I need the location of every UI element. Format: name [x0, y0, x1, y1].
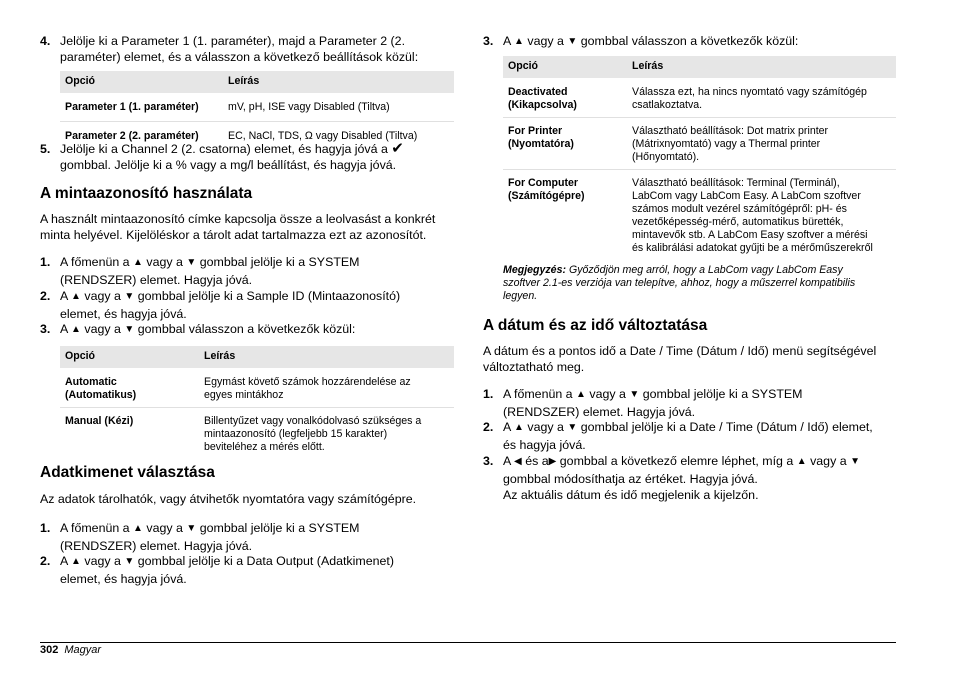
- cell-line: Egymást követő számok hozzárendelése az: [204, 376, 411, 388]
- step-number: 5.: [40, 142, 51, 156]
- table-cell: [627, 170, 896, 261]
- cell-line: For Computer: [508, 177, 579, 189]
- step-number: 2.: [483, 420, 494, 434]
- table-cell: [627, 118, 896, 170]
- step-text: vagy a: [810, 454, 847, 468]
- step-number: 1.: [40, 521, 51, 535]
- step-number: 3.: [483, 34, 494, 48]
- cell-line: (Mátrixnyomtató) vagy a Thermal printer: [632, 138, 821, 150]
- step-number: 1.: [40, 255, 51, 269]
- section-intro: [483, 343, 903, 375]
- note: [503, 264, 898, 303]
- down-arrow-icon: ▼: [124, 291, 135, 302]
- step-text: gombbal a következő elemre léphet, míg a: [559, 454, 794, 468]
- step-text: A főmenün a: [60, 521, 130, 535]
- down-arrow-icon: ▼: [124, 556, 135, 567]
- table-header-row: [503, 56, 896, 78]
- section-title: A mintaazonosító használata: [40, 185, 253, 202]
- table-cell: [199, 368, 454, 408]
- table-cell: [503, 78, 627, 118]
- table-row: [503, 170, 896, 261]
- step-text: gombbal válasszon a következők közül:: [137, 322, 356, 336]
- step-text: vagy a: [84, 322, 121, 336]
- table-header: Leírás: [199, 346, 454, 368]
- cell-line: Választható beállítások: Dot matrix printer: [632, 125, 829, 137]
- cell-line: Billentyűzet vagy vonalkódolvasó szükséges a: [204, 415, 422, 427]
- step-text: paraméter) elemet, és a válasszon a következő beállítások közül:: [60, 50, 419, 64]
- step-number: 1.: [483, 387, 494, 401]
- table-cell: [199, 408, 454, 460]
- cell-line: egyes mintákhoz: [204, 389, 284, 401]
- note-text: szoftver 2.1-es verziója van telepítve, ahhoz, hogy a műszerrel kompatibilis: [503, 277, 856, 289]
- section-title: A dátum és az idő változtatása: [483, 317, 708, 334]
- down-arrow-icon: ▼: [629, 389, 640, 400]
- up-arrow-icon: ▲: [133, 257, 143, 268]
- step-number: 4.: [40, 34, 51, 48]
- cell-line: számos modult vezérel számítógépről: pH- és: [632, 203, 847, 215]
- step-text: gombbal. Jelölje ki a % vagy a mg/l beállítást, és hagyja jóvá.: [60, 158, 397, 172]
- step-text: gombbal jelölje ki a SYSTEM: [199, 255, 360, 269]
- table-header: Opció: [60, 71, 223, 93]
- table-header: Opció: [60, 346, 199, 368]
- up-arrow-icon: ▲: [796, 456, 807, 467]
- table-cell: [503, 118, 627, 170]
- page-number: 302: [40, 644, 59, 656]
- cell-line: csatlakoztatva.: [632, 99, 703, 111]
- table-header: Leírás: [627, 56, 896, 78]
- step-text: gombbal jelölje ki a SYSTEM: [199, 521, 360, 535]
- section-title: Adatkimenet választása: [40, 464, 215, 481]
- step-text: elemet, és hagyja jóvá.: [60, 572, 187, 586]
- footer: [40, 643, 101, 657]
- table-cell: Parameter 2 (2. paraméter): [65, 130, 199, 142]
- step-text: A főmenün a: [503, 387, 573, 401]
- step-text: A: [60, 289, 68, 303]
- step-text: vagy a: [527, 34, 564, 48]
- step-text: vagy a: [84, 289, 121, 303]
- table-header-row: [60, 346, 454, 368]
- step-text: és a: [525, 454, 549, 468]
- cell-line: Válassza ezt, ha nincs nyomtató vagy számítógép: [632, 86, 867, 98]
- intro-line: A használt mintaazonosító címke kapcsolja össze a leolvasást a konkrét: [40, 212, 436, 226]
- table-row: [60, 93, 454, 122]
- down-arrow-icon: ▼: [186, 523, 197, 534]
- cell-line: LabCom vagy LabCom Easy. A LabCom szoftver: [632, 190, 861, 202]
- checkmark-icon: ✔: [391, 140, 404, 157]
- step-text: vagy a: [589, 387, 626, 401]
- footer-language: Magyar: [64, 644, 102, 656]
- up-arrow-icon: ▲: [71, 556, 81, 567]
- table-cell: mV, pH, ISE vagy Disabled (Tiltva): [223, 93, 454, 122]
- table-cell: [627, 78, 896, 118]
- cell-line: Választható beállítások: Terminal (Terminál),: [632, 177, 840, 189]
- cell-line: mintaazonosító (legfeljebb 15 karakter): [204, 428, 388, 440]
- down-arrow-icon: ▼: [124, 324, 135, 335]
- step-text: és hagyja jóvá.: [503, 438, 586, 452]
- cell-line: vezetőképesség-mérő, automatikus bürették,: [632, 216, 844, 228]
- step-text: A: [503, 420, 511, 434]
- table-cell: [60, 408, 199, 460]
- step-number: 3.: [483, 454, 494, 468]
- step-text: gombbal jelölje ki a Date / Time (Dátum / Idő) elemet,: [580, 420, 873, 434]
- parameter-table: [60, 71, 454, 148]
- step-text: gombbal jelölje ki a Data Output (Adatkimenet): [137, 554, 394, 568]
- cell-line: (Hőnyomtató).: [632, 151, 700, 163]
- cell-line: (Automatikus): [65, 389, 137, 401]
- table-cell: [503, 170, 627, 261]
- step-text: (RENDSZER) elemet. Hagyja jóvá.: [60, 273, 253, 287]
- step-text: Jelölje ki a Parameter 1 (1. paraméter), majd a Parameter 2 (2.: [60, 34, 406, 48]
- step-text: gombbal jelölje ki a SYSTEM: [642, 387, 803, 401]
- step-text: (RENDSZER) elemet. Hagyja jóvá.: [503, 405, 696, 419]
- cell-line: és kalibrálási adatokat gyűjti be a mérőműszerekről: [632, 242, 873, 254]
- section-intro: Az adatok tárolhatók, vagy átvihetők nyomtatóra vagy számítógépre.: [40, 492, 417, 506]
- step-text: vagy a: [527, 420, 564, 434]
- step-text: A: [60, 322, 68, 336]
- cell-line: Automatic: [65, 376, 117, 388]
- note-label: Megjegyzés:: [503, 264, 566, 276]
- down-arrow-icon: ▼: [567, 422, 578, 433]
- step-text: vagy a: [146, 521, 183, 535]
- cell-line: (Kikapcsolva): [508, 99, 577, 111]
- step-text: gombbal jelölje ki a Sample ID (Mintaazonosító): [137, 289, 401, 303]
- intro-line: változtatható meg.: [483, 360, 585, 374]
- cell-line: mintavevők stb. A LabCom Easy szoftver a mérési: [632, 229, 868, 241]
- table-header: Opció: [503, 56, 627, 78]
- step-text: Az aktuális dátum és idő megjelenik a kijelzőn.: [503, 488, 759, 502]
- table-row: [60, 408, 454, 460]
- note-text: Győződjön meg arról, hogy a LabCom vagy LabCom Easy: [568, 264, 843, 276]
- left-arrow-icon: ◀: [514, 456, 522, 467]
- table-cell: EC, NaCl, TDS, Ω vagy Disabled (Tiltva): [228, 130, 418, 142]
- section-intro: [40, 211, 460, 243]
- cell-line: Deactivated: [508, 86, 568, 98]
- up-arrow-icon: ▲: [71, 324, 81, 335]
- sample-id-table: [60, 346, 454, 459]
- output-table: [503, 56, 896, 260]
- step-text: elemet, és hagyja jóvá.: [60, 307, 187, 321]
- intro-line: minta helyével. Kijelöléskor a tárolt adat tartalmazza ezt az azonosítót.: [40, 228, 427, 242]
- intro-line: A dátum és a pontos idő a Date / Time (Dátum / Idő) menü segítségével: [483, 344, 877, 358]
- step-text: (RENDSZER) elemet. Hagyja jóvá.: [60, 539, 253, 553]
- footer-divider: [40, 642, 896, 643]
- step-text: A: [503, 454, 511, 468]
- cell-line: (Számítógépre): [508, 190, 585, 202]
- step-number: 2.: [40, 554, 51, 568]
- cell-line: beviteléhez a mérés előtt.: [204, 441, 325, 453]
- step-number: 3.: [40, 322, 51, 336]
- table-header-row: [60, 71, 454, 93]
- up-arrow-icon: ▲: [133, 523, 143, 534]
- right-arrow-icon: ▶: [548, 456, 557, 467]
- table-cell: [60, 368, 199, 408]
- cell-line: Manual (Kézi): [65, 415, 134, 427]
- table-row: [503, 118, 896, 170]
- step-text: Jelölje ki a Channel 2 (2. csatorna) elemet, és hagyja jóvá a: [60, 142, 388, 156]
- step-text: vagy a: [146, 255, 183, 269]
- step-number: 2.: [40, 289, 51, 303]
- step-text: vagy a: [84, 554, 121, 568]
- table-header: Leírás: [223, 71, 454, 93]
- step-text: gombbal módosíthatja az értéket. Hagyja jóvá.: [503, 472, 758, 486]
- table-row: [60, 368, 454, 408]
- table-row: [503, 78, 896, 118]
- down-arrow-icon: ▼: [850, 456, 860, 467]
- up-arrow-icon: ▲: [71, 291, 81, 302]
- cell-line: (Nyomtatóra): [508, 138, 574, 150]
- up-arrow-icon: ▲: [514, 36, 524, 47]
- step-text: A: [60, 554, 68, 568]
- step-text: gombbal válasszon a következők közül:: [580, 34, 799, 48]
- step-text: A főmenün a: [60, 255, 130, 269]
- up-arrow-icon: ▲: [514, 422, 524, 433]
- down-arrow-icon: ▼: [567, 36, 578, 47]
- table-cell: Parameter 1 (1. paraméter): [60, 93, 223, 122]
- note-text: legyen.: [503, 290, 538, 302]
- step-text: A: [503, 34, 511, 48]
- cell-line: For Printer: [508, 125, 563, 137]
- down-arrow-icon: ▼: [186, 257, 197, 268]
- up-arrow-icon: ▲: [576, 389, 586, 400]
